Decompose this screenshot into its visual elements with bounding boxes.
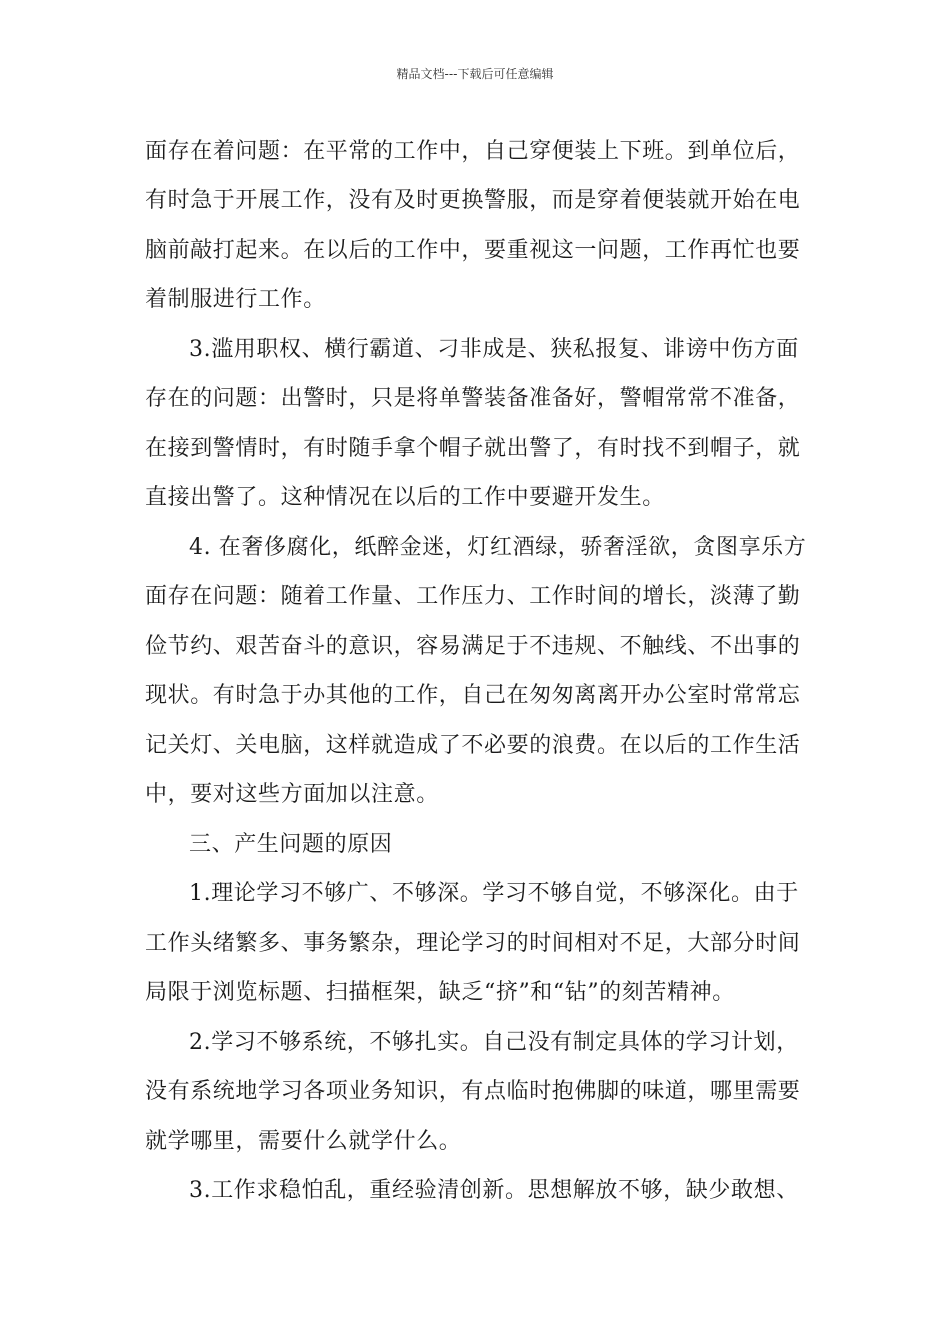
text-line: 在接到警情时，有时随手拿个帽子就出警了，有时找不到帽子，就	[145, 436, 801, 461]
text-line: 中，要对这些方面加以注意。	[145, 782, 439, 807]
text-line: 俭节约、艰苦奋斗的意识，容易满足于不违规、不触线、不出事的	[145, 634, 801, 659]
paragraph-start-line: 2.学习不够系统，不够扎实。自己没有制定具体的学习计划，	[189, 1030, 799, 1055]
page-header: 精品文档---下载后可任意编辑	[396, 67, 554, 81]
text-line: 没有系统地学习各项业务知识，有点临时抱佛脚的味道，哪里需要	[145, 1079, 801, 1104]
text-line: 着制服进行工作。	[145, 287, 326, 312]
paragraph-start-line: 3.滥用职权、横行霸道、刁非成是、狭私报复、诽谤中伤方面	[189, 337, 799, 362]
paragraph-start-line: 3.工作求稳怕乱，重经验清创新。思想解放不够，缺少敢想、	[189, 1178, 799, 1203]
text-line: 存在的问题：出警时，只是将单警装备准备好，警帽常常不准备，	[145, 386, 801, 411]
text-line: 直接出警了。这种情况在以后的工作中要避开发生。	[145, 485, 665, 510]
text-line: 面存在着问题：在平常的工作中，自己穿便装上下班。到单位后，	[145, 139, 801, 164]
paragraph-start-line: 4. 在奢侈腐化，纸醉金迷，灯红酒绿，骄奢淫欲，贪图享乐方	[189, 535, 807, 560]
text-line: 现状。有时急于办其他的工作，自己在匆匆离离开办公室时常常忘	[145, 683, 801, 708]
text-line: 有时急于开展工作，没有及时更换警服，而是穿着便装就开始在电	[145, 188, 801, 213]
text-line: 局限于浏览标题、扫描框架，缺乏“挤”和“钻”的刻苦精神。	[145, 980, 735, 1005]
text-line: 脑前敲打起来。在以后的工作中，要重视这一问题，工作再忙也要	[145, 238, 801, 263]
paragraph-start-line: 1.理论学习不够广、不够深。学习不够自觉，不够深化。由于	[189, 881, 799, 906]
text-line: 记关灯、关电脑，这样就造成了不必要的浪费。在以后的工作生活	[145, 733, 801, 758]
text-line: 面存在问题：随着工作量、工作压力、工作时间的增长，淡薄了勤	[145, 584, 801, 609]
text-line: 就学哪里，需要什么就学什么。	[145, 1129, 462, 1154]
section-heading: 三、产生问题的原因	[189, 832, 393, 857]
text-line: 工作头绪繁多、事务繁杂，理论学习的时间相对不足，大部分时间	[145, 931, 801, 956]
